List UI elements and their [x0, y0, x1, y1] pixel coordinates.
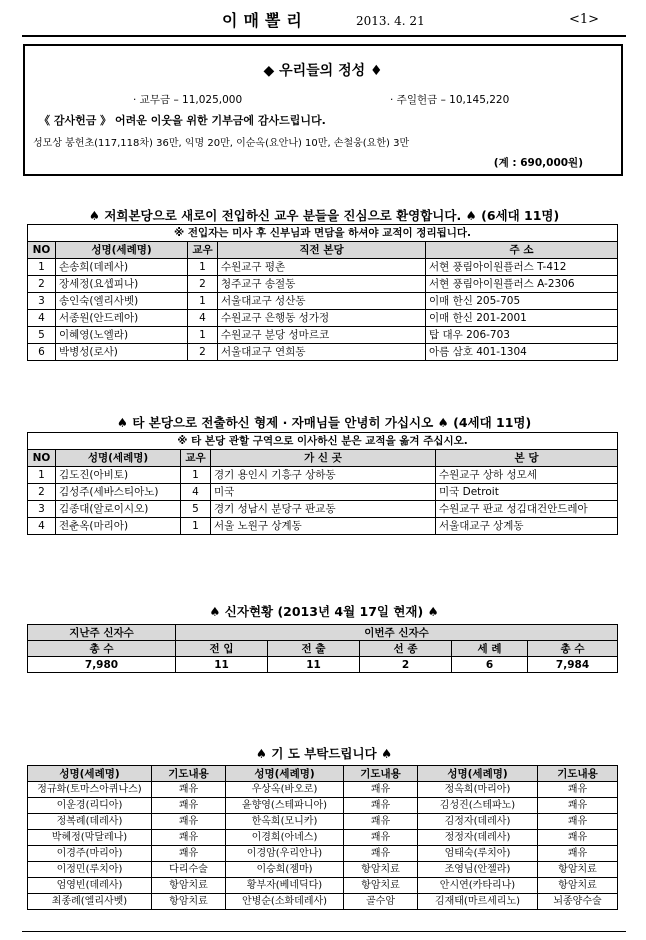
table-cell: 송인숙(엘리사벳)	[56, 293, 188, 310]
table-cell: 쾌유	[538, 830, 618, 846]
table-cell: 항암치료	[538, 878, 618, 894]
table-cell: 4	[28, 310, 56, 327]
table-cell: 김성진(스테파노)	[418, 798, 538, 814]
census-value: 11	[176, 657, 268, 673]
table-row	[28, 327, 618, 344]
table-cell: 골수암	[344, 894, 418, 910]
table-cell: 이혜영(노엘라)	[56, 327, 188, 344]
table-cell: 1	[188, 293, 218, 310]
table-cell: 수원교구 은행동 성가정	[218, 310, 426, 327]
table-cell: 김정자(데레사)	[418, 814, 538, 830]
table-cell: 수원교구 상하 성모세	[436, 467, 618, 484]
table-row	[28, 782, 618, 798]
col-header: 교우	[181, 450, 211, 467]
table-row	[28, 830, 618, 846]
newcomers-note: ※ 전입자는 미사 후 신부님과 면담을 하셔야 교적이 정리됩니다.	[28, 225, 618, 242]
table-cell: 3	[28, 293, 56, 310]
table-cell: 이운경(리디아)	[28, 798, 152, 814]
table-cell: 3	[28, 501, 56, 518]
offering-title: ◆ 우리들의 정성 ♦	[263, 63, 383, 79]
census-value: 11	[268, 657, 360, 673]
col-header: 가 신 곳	[211, 450, 436, 467]
this-week-label: 이번주 신자수	[176, 625, 618, 641]
col-header: 기도내용	[152, 766, 226, 782]
table-cell: 정규화(토마스아퀴나스)	[28, 782, 152, 798]
table-cell: 쾌유	[152, 846, 226, 862]
table-cell: 6	[28, 344, 56, 361]
table-row	[28, 814, 618, 830]
table-cell: 다리수술	[152, 862, 226, 878]
table-cell: 쾌유	[538, 846, 618, 862]
table-header-row	[28, 450, 618, 467]
col-header: 직전 본당	[218, 242, 426, 259]
offering-total: (계 : 690,000원)	[493, 157, 583, 169]
table-cell: 쾌유	[538, 782, 618, 798]
census-table	[27, 624, 618, 673]
table-cell: 김성주(세바스티아노)	[56, 484, 181, 501]
col-header: NO	[28, 450, 56, 467]
table-cell: 이승희(젬마)	[226, 862, 344, 878]
juil-amount: · 주일헌금 – 10,145,220	[390, 94, 510, 106]
col-header: 전 출	[268, 641, 360, 657]
prayer-table	[27, 765, 618, 910]
table-cell: 1	[181, 467, 211, 484]
table-cell: 정정자(데레사)	[418, 830, 538, 846]
table-cell: 쾌유	[538, 814, 618, 830]
table-cell: 조영님(안젤라)	[418, 862, 538, 878]
table-cell: 수원교구 판교 성김대건안드레아	[436, 501, 618, 518]
table-cell: 항암치료	[152, 878, 226, 894]
table-cell: 안시연(카타리나)	[418, 878, 538, 894]
col-header: 총 수	[528, 641, 618, 657]
col-header: 총 수	[28, 641, 176, 657]
table-cell: 서현 풍림아이원플러스 T-412	[426, 259, 618, 276]
col-header: 성명(세례명)	[418, 766, 538, 782]
table-cell: 엄영빈(데레사)	[28, 878, 152, 894]
table-cell: 4	[28, 518, 56, 535]
table-cell: 박혜정(막달레나)	[28, 830, 152, 846]
table-cell: 정옥희(마리아)	[418, 782, 538, 798]
table-cell: 황부자(베네딕다)	[226, 878, 344, 894]
table-cell: 1	[188, 327, 218, 344]
table-cell: 이경암(우리안나)	[226, 846, 344, 862]
table-cell: 쾌유	[344, 782, 418, 798]
table-row	[28, 310, 618, 327]
table-cell: 5	[181, 501, 211, 518]
table-row	[28, 862, 618, 878]
table-cell: 2	[28, 276, 56, 293]
table-cell: 안병순(소화데레사)	[226, 894, 344, 910]
page-number: <1>	[569, 12, 600, 27]
col-header: 교우	[188, 242, 218, 259]
table-cell: 전춘옥(마리아)	[56, 518, 181, 535]
table-cell: 쾌유	[152, 782, 226, 798]
table-cell: 4	[181, 484, 211, 501]
newcomers-title: ♠ 저희본당으로 새로이 전입하신 교우 분들을 진심으로 환영합니다. ♠ (6세대 11명)	[88, 208, 560, 223]
table-cell: 김종대(알로이시오)	[56, 501, 181, 518]
table-cell: 김도진(아비토)	[56, 467, 181, 484]
col-header: 성명(세례명)	[56, 450, 181, 467]
col-header: 본 당	[436, 450, 618, 467]
table-cell: 탑 대우 206-703	[426, 327, 618, 344]
bulletin-name: 이매뽈리	[222, 11, 308, 30]
table-cell: 수원교구 평촌	[218, 259, 426, 276]
table-cell: 5	[28, 327, 56, 344]
table-cell: 한옥희(모니카)	[226, 814, 344, 830]
census-value: 7,980	[28, 657, 176, 673]
newcomers-table	[27, 224, 618, 361]
footer-divider	[22, 931, 626, 932]
table-row	[28, 846, 618, 862]
table-cell: 경기 용인시 기흥구 상하동	[211, 467, 436, 484]
table-cell: 쾌유	[344, 830, 418, 846]
gyomu-amount: · 교무금 – 11,025,000	[133, 94, 243, 106]
table-cell: 미국	[211, 484, 436, 501]
table-cell: 쾌유	[152, 830, 226, 846]
table-row	[28, 501, 618, 518]
census-title: ♠ 신자현황 (2013년 4월 17일 현재) ♠	[209, 604, 439, 619]
table-cell: 서현 풍림아이원플러스 A-2306	[426, 276, 618, 293]
offering-box	[23, 44, 623, 176]
table-row	[28, 798, 618, 814]
table-cell: 장세정(요셉피나)	[56, 276, 188, 293]
table-cell: 정복례(데레사)	[28, 814, 152, 830]
table-cell: 서종원(안드레아)	[56, 310, 188, 327]
table-cell: 쾌유	[538, 798, 618, 814]
donors-text: 성모상 봉헌초(117,118차) 36만, 익명 20만, 이순옥(요안나) 10만, 손철웅(요한) 3만	[33, 138, 410, 149]
col-header: 기도내용	[538, 766, 618, 782]
table-cell: 이경주(마리아)	[28, 846, 152, 862]
census-value: 2	[360, 657, 452, 673]
leavers-table	[27, 432, 618, 535]
table-cell: 엄태숙(루치아)	[418, 846, 538, 862]
table-cell: 우상옥(바오로)	[226, 782, 344, 798]
col-header: 성명(세례명)	[56, 242, 188, 259]
table-cell: 서울 노원구 상계동	[211, 518, 436, 535]
table-row	[28, 484, 618, 501]
table-row	[28, 467, 618, 484]
col-header: 성명(세례명)	[28, 766, 152, 782]
table-cell: 4	[188, 310, 218, 327]
table-cell: 1	[181, 518, 211, 535]
table-cell: 쾌유	[152, 814, 226, 830]
last-week-label: 지난주 신자수	[28, 625, 176, 641]
table-cell: 수원교구 분당 성마르코	[218, 327, 426, 344]
table-cell: 항암치료	[344, 878, 418, 894]
table-row	[28, 344, 618, 361]
table-cell: 이매 한신 205-705	[426, 293, 618, 310]
table-cell: 서울대교구 상계동	[436, 518, 618, 535]
census-value: 7,984	[528, 657, 618, 673]
col-header: 기도내용	[344, 766, 418, 782]
table-cell: 1	[188, 259, 218, 276]
table-cell: 쾌유	[344, 814, 418, 830]
table-cell: 이매 한신 201-2001	[426, 310, 618, 327]
table-cell: 이정민(루치아)	[28, 862, 152, 878]
table-cell: 서울대교구 연희동	[218, 344, 426, 361]
table-cell: 최종례(엘리사벳)	[28, 894, 152, 910]
table-cell: 2	[188, 344, 218, 361]
table-cell: 2	[188, 276, 218, 293]
table-row	[28, 259, 618, 276]
table-cell: 항암치료	[152, 894, 226, 910]
table-cell: 항암치료	[538, 862, 618, 878]
header-divider	[22, 35, 626, 37]
table-cell: 청주교구 송절동	[218, 276, 426, 293]
col-header: 선 종	[360, 641, 452, 657]
page-header	[0, 6, 646, 32]
table-cell: 이경희(아녜스)	[226, 830, 344, 846]
col-header: 세 례	[452, 641, 528, 657]
table-cell: 1	[28, 259, 56, 276]
table-cell: 쾌유	[152, 798, 226, 814]
table-cell: 2	[28, 484, 56, 501]
table-cell: 쾌유	[344, 798, 418, 814]
table-cell: 김재태(마르세리노)	[418, 894, 538, 910]
table-cell: 서울대교구 성산동	[218, 293, 426, 310]
table-header-row	[28, 242, 618, 259]
table-row	[28, 293, 618, 310]
table-row	[28, 894, 618, 910]
table-row	[28, 878, 618, 894]
col-header: NO	[28, 242, 56, 259]
col-header: 주 소	[426, 242, 618, 259]
table-cell: 1	[28, 467, 56, 484]
thanks-text: 《 감사헌금 》 어려운 이웃을 위한 기부금에 감사드립니다.	[39, 114, 326, 127]
table-cell: 윤향영(스테파니아)	[226, 798, 344, 814]
table-header-row	[28, 766, 618, 782]
prayer-title: ♠ 기 도 부탁드립니다 ♠	[255, 746, 393, 761]
leavers-title: ♠ 타 본당으로 전출하신 형제 · 자매님들 안녕히 가십시오 ♠ (4세대 11명)	[116, 415, 532, 430]
bulletin-date: 2013. 4. 21	[356, 14, 425, 28]
table-cell: 박병성(로사)	[56, 344, 188, 361]
col-header: 성명(세례명)	[226, 766, 344, 782]
col-header: 전 입	[176, 641, 268, 657]
table-row	[28, 276, 618, 293]
leavers-note: ※ 타 본당 관할 구역으로 이사하신 분은 교적을 옮겨 주십시오.	[28, 433, 618, 450]
table-cell: 쾌유	[344, 846, 418, 862]
table-cell: 항암치료	[344, 862, 418, 878]
table-cell: 뇌종양수술	[538, 894, 618, 910]
table-row	[28, 518, 618, 535]
table-cell: 손송희(데레사)	[56, 259, 188, 276]
table-cell: 아름 삼호 401-1304	[426, 344, 618, 361]
table-cell: 미국 Detroit	[436, 484, 618, 501]
table-cell: 경기 성남시 분당구 판교동	[211, 501, 436, 518]
census-value: 6	[452, 657, 528, 673]
